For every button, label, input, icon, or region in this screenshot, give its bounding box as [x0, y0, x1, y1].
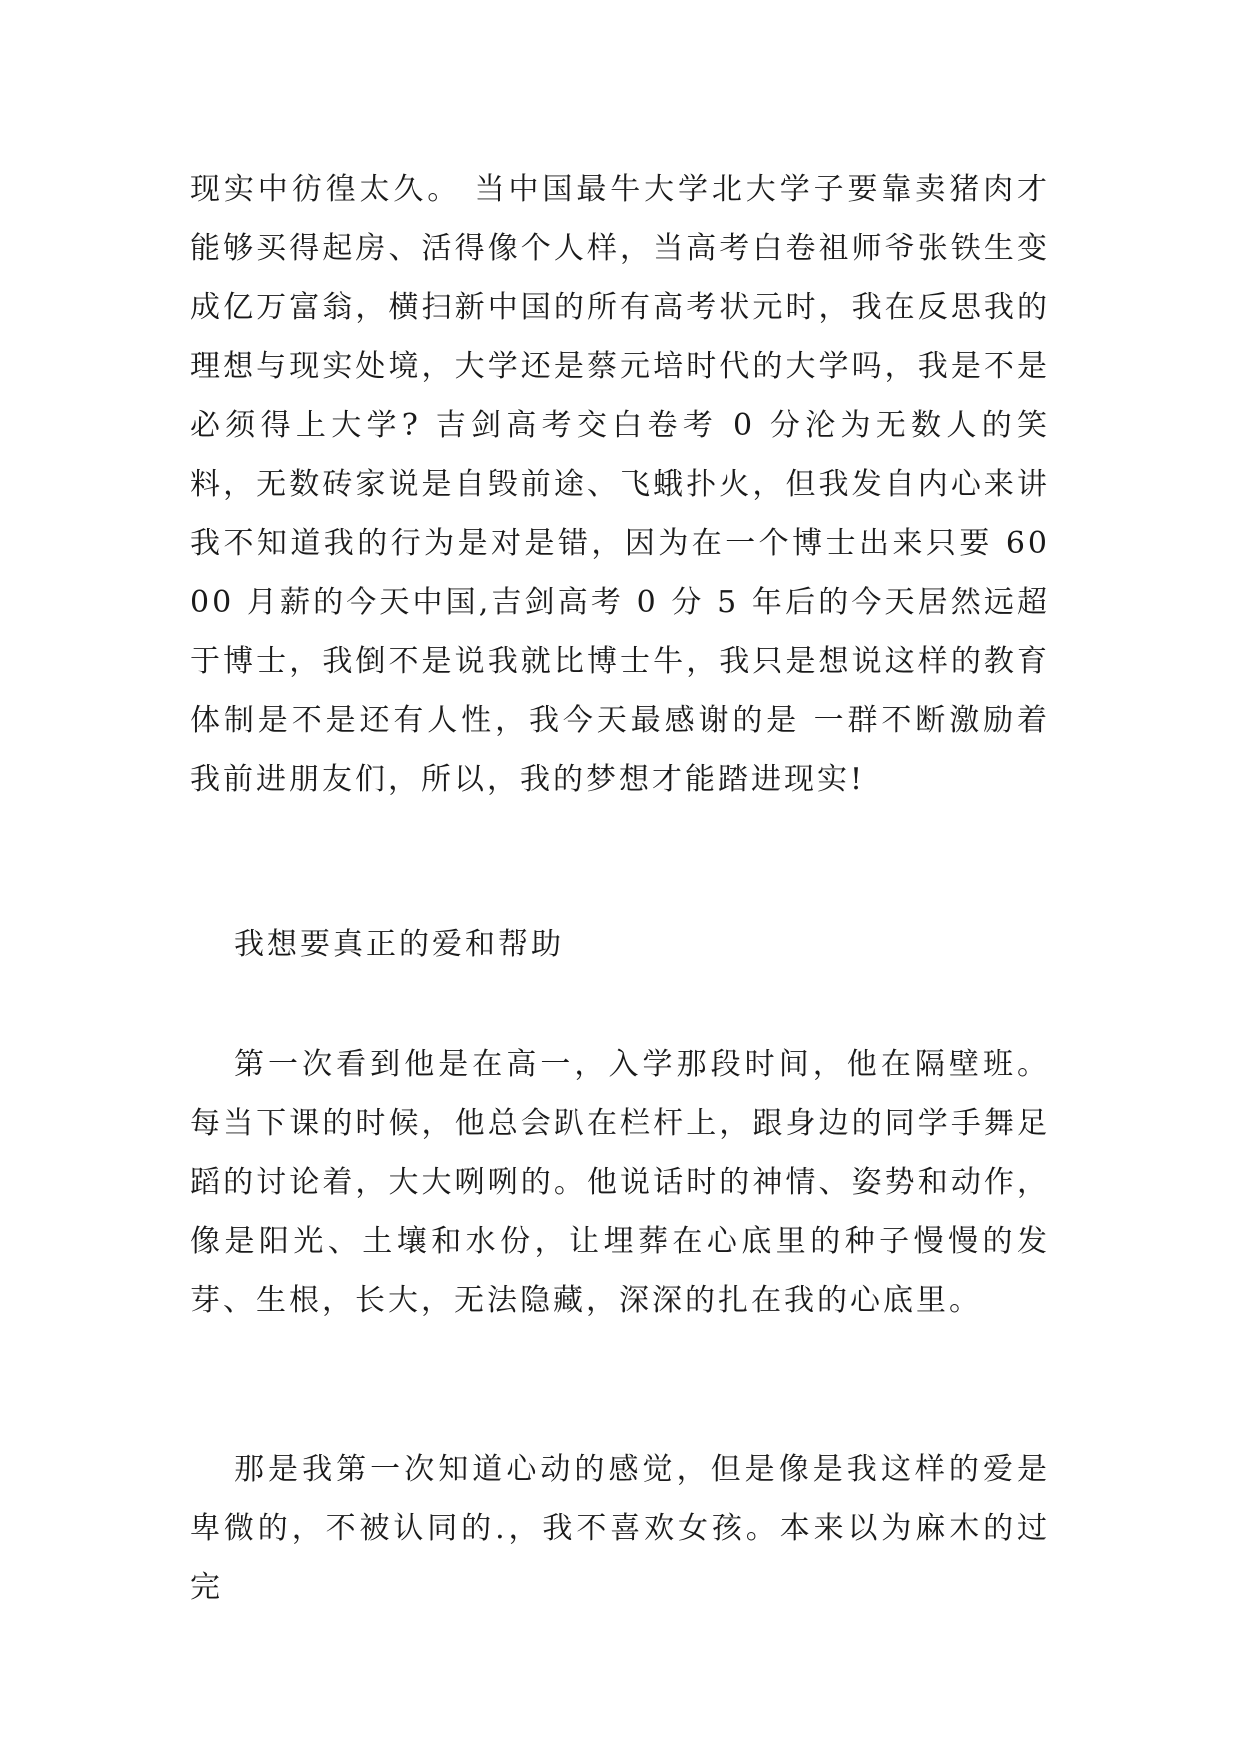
body-paragraph: 现实中彷徨太久。 当中国最牛大学北大学子要靠卖猪肉才能够买得起房、活得像个人样，当高考白卷祖师爷张铁生变成亿万富翁，横扫新中国的所有高考状元时，我在反思我的理想与现实处境，大学还是蔡元培时代的大学吗，我是不是必须得上大学? 吉剑高考交白卷考 0 分沦为无数人的笑料，无数砖家说是自毁前途、飞蛾扑火，但我发自内心来讲我不知道我的行为是对是错，因为在一个博士出来只要 6000 月薪的今天中国,吉剑高考 0 分 5 年后的今天居然远超于博士，我倒不是说我就比博士牛，我只是想说这样的教育体制是不是还有人性，我今天最感谢的是 一群不断激励着我前进朋友们，所以，我的梦想才能踏进现实! [190, 172, 1050, 797]
body-paragraph: 那是我第一次知道心动的感觉，但是像是我这样的爱是卑微的，不被认同的.，我不喜欢女孩。本来以为麻木的过完 [190, 1452, 1050, 1605]
body-paragraph: 第一次看到他是在高一，入学那段时间，他在隔壁班。每当下课的时候，他总会趴在栏杆上，跟身边的同学手舞足蹈的讨论着，大大咧咧的。他说话时的神情、姿势和动作，像是阳光、土壤和水份，让埋葬在心底里的种子慢慢的发芽、生根，长大，无法隐藏，深深的扎在我的心底里。 [190, 1047, 1050, 1318]
section-heading: 我想要真正的爱和帮助 [234, 927, 564, 962]
